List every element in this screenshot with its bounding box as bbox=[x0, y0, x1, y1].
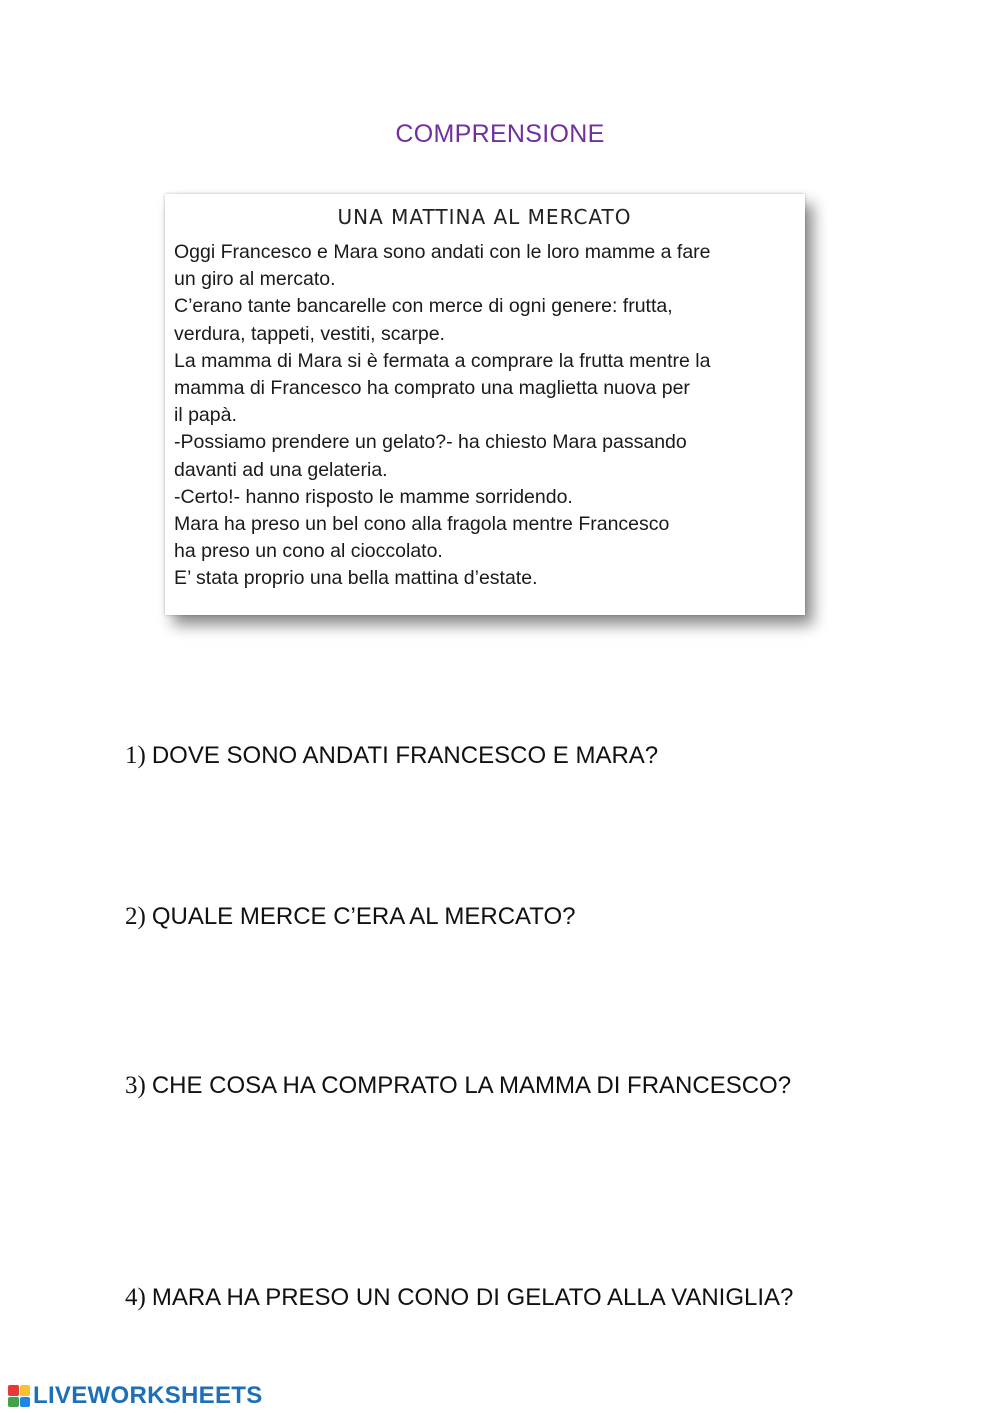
story-line: C’erano tante bancarelle con merce di ogni genere: frutta, bbox=[174, 295, 673, 318]
question-number: 3) bbox=[125, 1072, 146, 1099]
question-2 bbox=[125, 903, 576, 931]
story-line: -Possiamo prendere un gelato?- ha chiesto Mara passando bbox=[174, 431, 687, 454]
question-number: 1) bbox=[125, 742, 146, 769]
story-line: davanti ad una gelateria. bbox=[174, 458, 388, 481]
logo-tile bbox=[20, 1397, 31, 1408]
story-title: UNA MATTINA AL MERCATO bbox=[337, 205, 632, 229]
story-line: il papà. bbox=[174, 404, 237, 427]
question-text: CHE COSA HA COMPRATO LA MAMMA DI FRANCESCO? bbox=[151, 1072, 792, 1099]
question-text: DOVE SONO ANDATI FRANCESCO E MARA? bbox=[151, 742, 659, 769]
logo-tile bbox=[8, 1385, 19, 1396]
question-1 bbox=[125, 742, 658, 770]
liveworksheets-brand[interactable] bbox=[8, 1382, 263, 1410]
logo-tile bbox=[20, 1385, 31, 1396]
story-line: -Certo!- hanno risposto le mamme sorridendo. bbox=[174, 485, 573, 508]
question-3 bbox=[125, 1072, 791, 1100]
page-heading: COMPRENSIONE bbox=[395, 120, 605, 148]
story-card bbox=[165, 194, 805, 615]
story-line: mamma di Francesco ha comprato una maglietta nuova per bbox=[174, 377, 690, 400]
brand-name: LIVEWORKSHEETS bbox=[33, 1382, 263, 1409]
story-text bbox=[174, 239, 795, 593]
story-line: Oggi Francesco e Mara sono andati con le loro mamme a fare bbox=[174, 241, 711, 263]
story-line: ha preso un cono al cioccolato. bbox=[174, 540, 443, 563]
liveworksheets-logo-icon bbox=[8, 1385, 30, 1407]
story-line: E’ stata proprio una bella mattina d’estate. bbox=[174, 567, 538, 590]
question-text: QUALE MERCE C’ERA AL MERCATO? bbox=[151, 903, 576, 930]
story-line: un giro al mercato. bbox=[174, 268, 336, 291]
question-text: MARA HA PRESO UN CONO DI GELATO ALLA VANIGLIA? bbox=[151, 1284, 794, 1311]
logo-tile bbox=[8, 1397, 19, 1408]
question-number: 2) bbox=[125, 903, 146, 930]
question-4 bbox=[125, 1284, 793, 1312]
question-number: 4) bbox=[125, 1284, 146, 1311]
story-line: La mamma di Mara si è fermata a comprare la frutta mentre la bbox=[174, 349, 711, 372]
story-line: Mara ha preso un bel cono alla fragola mentre Francesco bbox=[174, 513, 670, 536]
story-line: verdura, tappeti, vestiti, scarpe. bbox=[174, 322, 445, 345]
